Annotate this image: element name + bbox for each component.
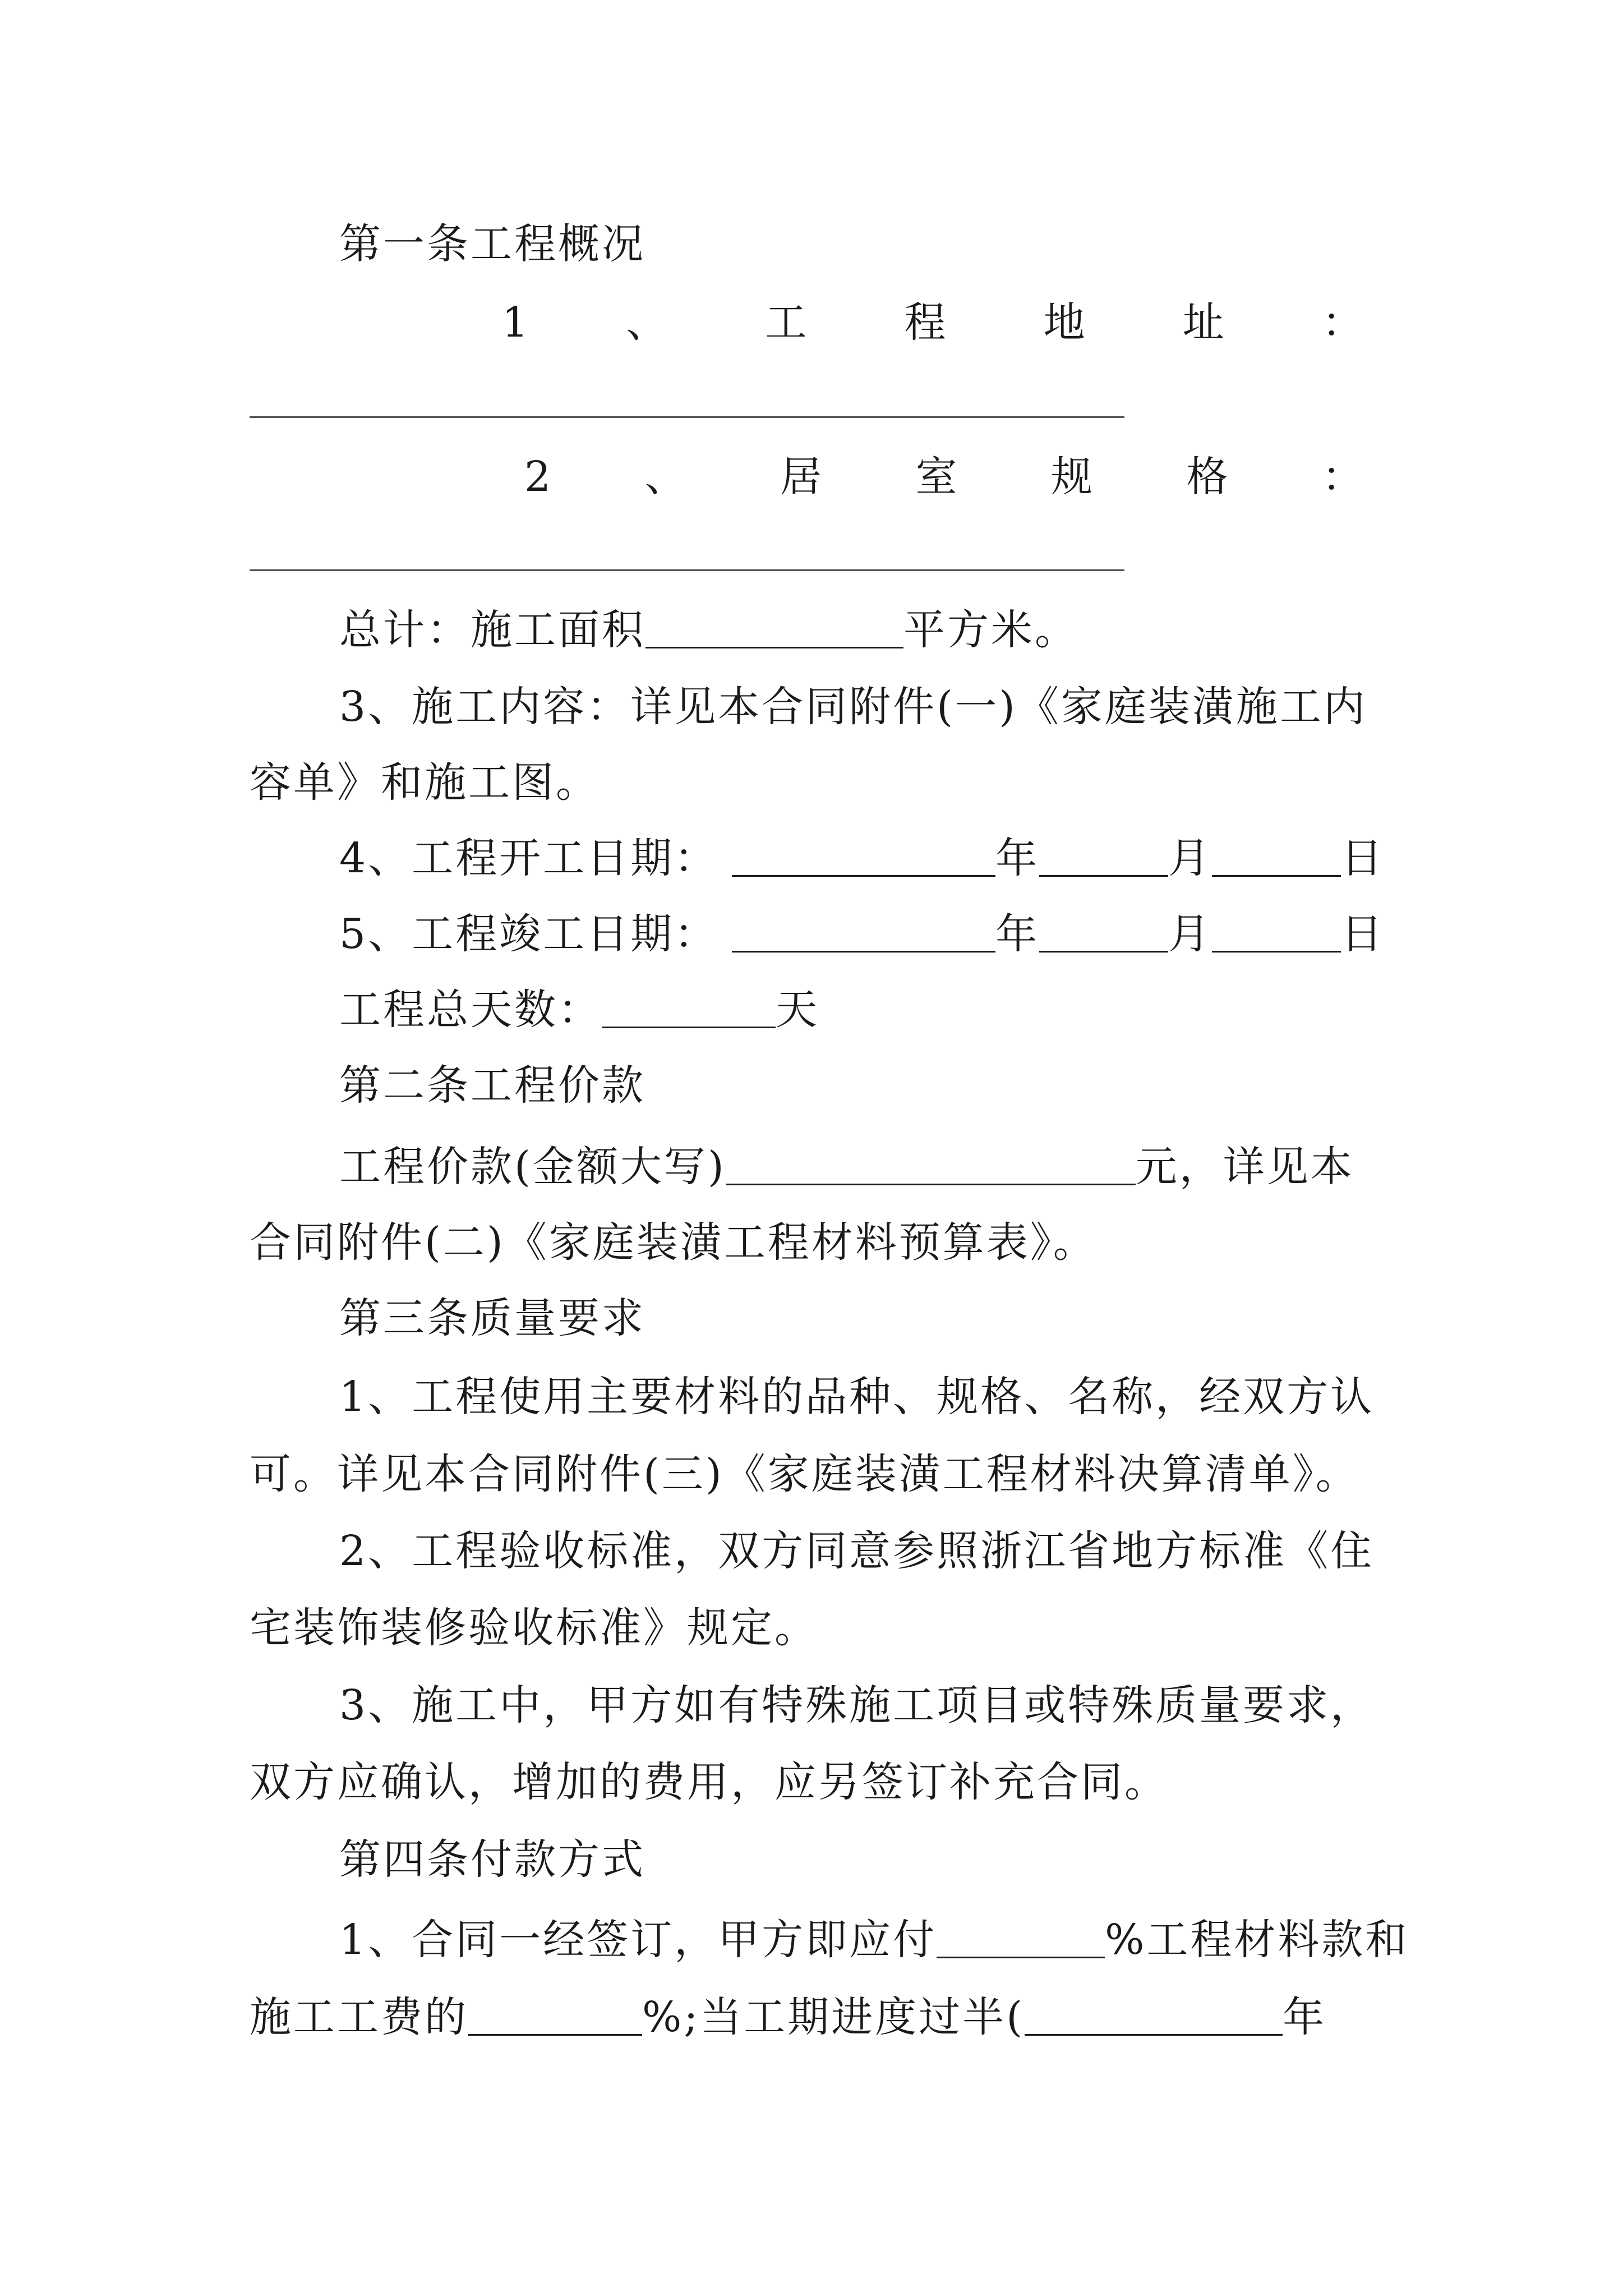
price-line-1: 工程价款(金额大写) 元，详见本 [339,1143,1354,1191]
start-date-line: 4、工程开工日期： 年 月 日 [339,834,1385,882]
total-area-line: 总计：施工面积 平方米。 [339,606,1078,654]
end-date-line: 5、工程竣工日期： 年 月 日 [339,910,1385,958]
end-month-blank[interactable] [1039,917,1168,953]
payment-line-1: 1、合同一经签订，甲方即应付 %工程材料款和 [339,1916,1409,1964]
price-amount-blank[interactable] [726,1150,1136,1185]
end-day-blank[interactable] [1212,917,1341,953]
material-percent-blank[interactable] [937,1923,1105,1958]
end-year-blank[interactable] [732,917,995,953]
quality-1-line-2: 可。详见本合同附件(三)《家庭装潢工程材料决算清单》。 [250,1450,1359,1498]
quality-3-line-1: 3、施工中，甲方如有特殊施工项目或特殊质量要求， [339,1681,1375,1729]
start-year-blank[interactable] [732,841,995,877]
quality-3-line-2: 双方应确认，增加的费用，应另签订补充合同。 [250,1758,1168,1806]
article-3-title: 第三条质量要求 [339,1294,645,1342]
item-2-room-spec-label: 2 、 居 室 规 格 ： [524,453,1366,501]
quality-1-line-1: 1、工程使用主要材料的品种、规格、名称，经双方认 [339,1373,1375,1421]
labor-percent-blank[interactable] [468,2000,642,2036]
area-blank[interactable] [645,613,903,648]
article-4-title: 第四条付款方式 [339,1835,645,1884]
midpoint-year-blank[interactable] [1025,2000,1283,2036]
quality-2-line-2: 宅装饰装修验收标准》规定。 [250,1604,818,1652]
content-line-1: 3、施工内容：详见本合同附件(一)《家庭装潢施工内 [339,683,1367,731]
quality-2-line-1: 2、工程验收标准，双方同意参照浙江省地方标准《住 [339,1527,1375,1575]
total-days-blank[interactable] [602,993,776,1028]
item-1-address-label: 1 、 工 程 地 址 ： [502,298,1366,347]
price-line-2: 合同附件(二)《家庭装潢工程材料预算表》。 [250,1218,1097,1267]
room-spec-fill-line[interactable] [250,569,1124,571]
article-1-title: 第一条工程概况 [339,220,645,268]
total-days-line: 工程总天数： 天 [339,986,819,1034]
start-day-blank[interactable] [1212,841,1341,877]
content-line-2: 容单》和施工图。 [250,758,600,807]
address-fill-line[interactable] [250,416,1124,418]
payment-line-2: 施工工费的 %;当工期进度过半( 年 [250,1993,1327,2041]
article-2-title: 第二条工程价款 [339,1061,645,1110]
start-month-blank[interactable] [1039,841,1168,877]
